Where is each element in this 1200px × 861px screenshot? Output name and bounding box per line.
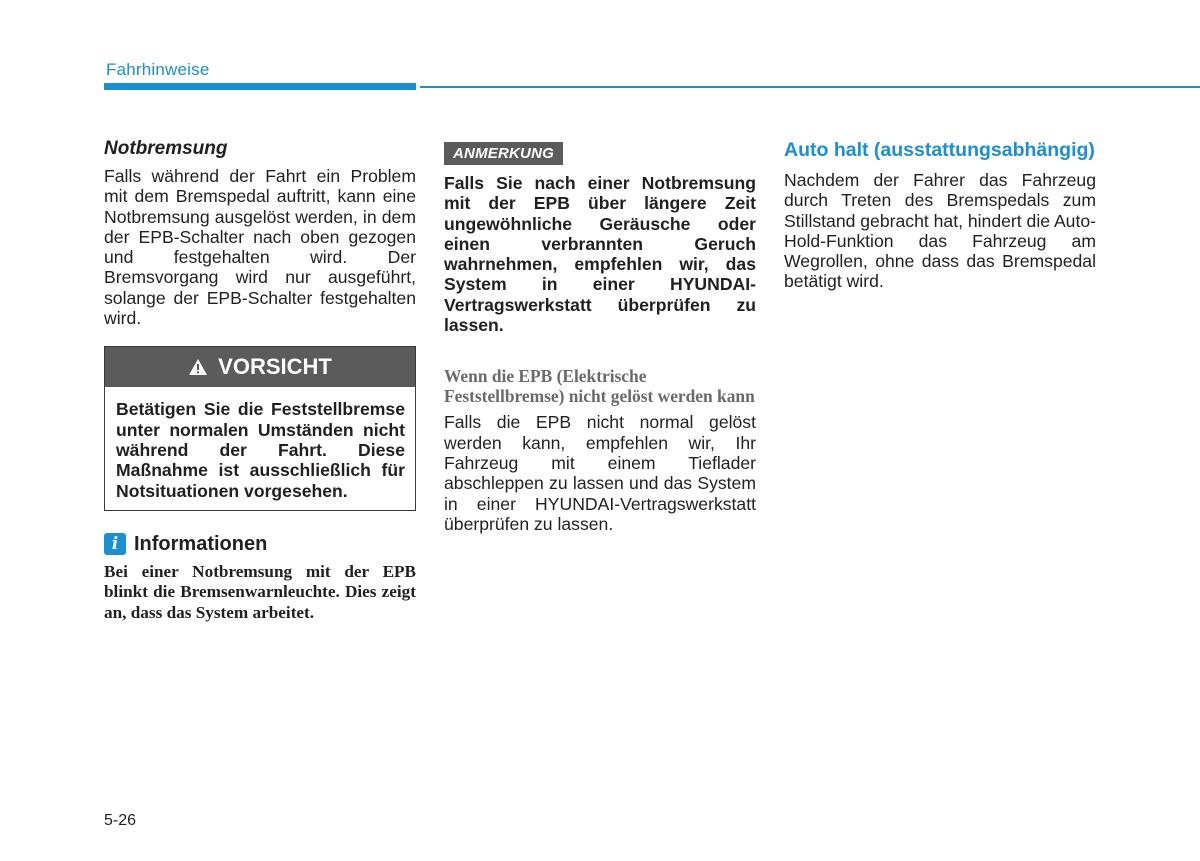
section-title: Fahrhinweise (106, 60, 210, 79)
warning-triangle-icon (188, 358, 208, 376)
note-text: Falls Sie nach einer Notbremsung mit der EPB über längere Zeit ungewöhnliche Geräusche oder einen verbrannten Geruch wahrnehmen, empfehlen wir, das System in einer HYUNDAI-Vertragswerkstatt überprüfen zu lassen. (444, 173, 756, 336)
info-text: Bei einer Notbremsung mit der EPB blinkt die Bremsenwarnleuchte. Dies zeigt an, dass das System arbeitet. (104, 561, 416, 622)
caution-title: VORSICHT (218, 354, 332, 380)
paragraph-auto-hold: Nachdem der Fahrer das Fahrzeug durch Treten des Bremspedals zum Stillstand gebracht hat, hindert die Auto-Hold-Funktion das Fahrzeug am Wegrollen, ohne dass das Bremspedal betätigt wird. (784, 170, 1096, 292)
caution-body (105, 387, 415, 509)
header-rule-thin (420, 86, 1200, 88)
header-rule-thick (104, 83, 416, 90)
info-title: Informationen (134, 532, 268, 555)
column-right (784, 138, 1096, 292)
caution-box (104, 346, 416, 510)
info-icon: i (104, 533, 126, 555)
note-tag: ANMERKUNG (444, 142, 563, 165)
page-number: 5-26 (104, 812, 137, 829)
column-middle (444, 138, 756, 534)
column-left (104, 138, 416, 623)
heading-auto-hold: Auto halt (ausstattungsabhängig) (784, 139, 1095, 161)
info-header (104, 533, 416, 556)
heading-notbremsung: Notbremsung (104, 138, 228, 159)
subheading-epb-release: Wenn die EPB (Elektrische Feststellbremse) nicht gelöst werden kann (444, 366, 755, 407)
caution-header (105, 347, 415, 387)
paragraph-epb-release: Falls die EPB nicht normal gelöst werden kann, empfehlen wir, Ihr Fahrzeug mit einem Tieflader abschleppen zu lassen und das System in einer HYUNDAI-Vertragswerkstatt überprüfen zu lassen. (444, 412, 756, 534)
caution-text: Betätigen Sie die Feststellbremse unter normalen Umständen nicht während der Fahrt. Diese Maßnahme ist ausschließlich für Notsituationen vorgesehen. (116, 399, 405, 501)
paragraph-notbremsung: Falls während der Fahrt ein Problem mit dem Bremspedal auftritt, kann eine Notbremsung ausgelöst werden, in dem der EPB-Schalter nach oben gezogen und festgehalten wird. Der Bremsvorgang wird nur ausgeführt, solange der EPB-Schalter festgehalten wird. (104, 166, 416, 329)
